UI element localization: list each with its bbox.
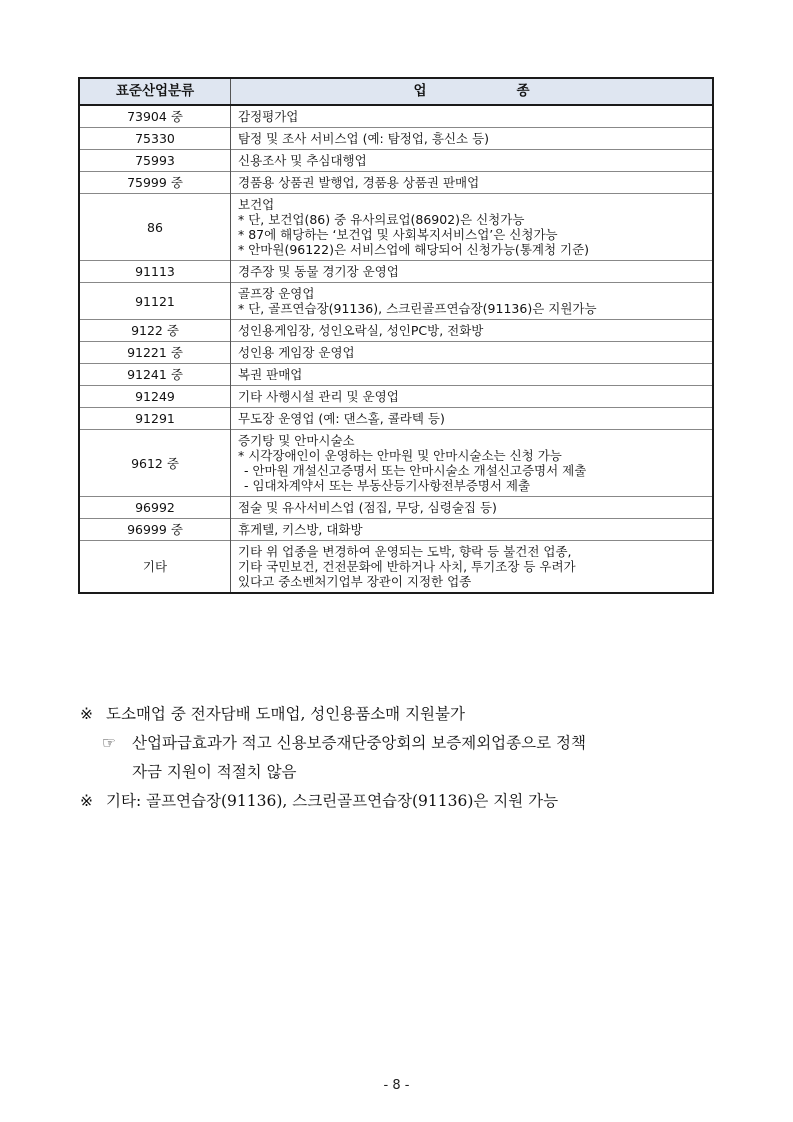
header-industry — [231, 78, 714, 105]
industry-description-cell — [231, 194, 714, 261]
industry-description-line: * 안마원(96122)은 서비스업에 해당되어 신청가능(통계청 기준) — [238, 242, 590, 257]
industry-code-cell: 91121 — [79, 283, 231, 320]
table-row — [79, 519, 713, 541]
industry-description-line: * 단, 골프연습장(91136), 스크린골프연습장(91136)은 지원가능 — [238, 301, 597, 316]
pointing-hand-icon: ☞ — [102, 734, 116, 752]
industry-code-cell: 기타 — [79, 541, 231, 594]
industry-code-cell: 9122 중 — [79, 320, 231, 342]
industry-description-line: 보건업 — [238, 197, 275, 212]
industry-description-cell — [231, 497, 714, 519]
table-row — [79, 364, 713, 386]
table-row — [79, 408, 713, 430]
industry-description-line: 성인용게임장, 성인오락실, 성인PC방, 전화방 — [238, 323, 484, 338]
industry-code-cell: 9612 중 — [79, 430, 231, 497]
industry-code-cell: 91291 — [79, 408, 231, 430]
table-row — [79, 128, 713, 150]
note-golf — [80, 787, 730, 816]
industry-description-line: 있다고 중소벤처기업부 장관이 지정한 업종 — [238, 574, 472, 589]
industry-description-line: 신용조사 및 추심대행업 — [238, 153, 367, 168]
industry-description-line: 기타 위 업종을 변경하여 운영되는 도박, 향락 등 불건전 업종, — [238, 544, 572, 559]
header-industry-left: 업 — [413, 83, 427, 99]
industry-code-cell: 91113 — [79, 261, 231, 283]
industry-code-cell: 96999 중 — [79, 519, 231, 541]
industry-description-cell — [231, 283, 714, 320]
header-industry-right: 종 — [516, 83, 530, 99]
table-row — [79, 283, 713, 320]
industry-description-line: 기타 국민보건, 건전문화에 반하거나 사치, 투기조장 등 우려가 — [238, 559, 576, 574]
industry-code-cell: 75330 — [79, 128, 231, 150]
restricted-industry-table — [78, 77, 714, 594]
industry-description-cell — [231, 128, 714, 150]
industry-description-line: 감정평가업 — [238, 109, 299, 124]
industry-description-line: 휴게텔, 키스방, 대화방 — [238, 522, 363, 537]
industry-code-cell: 96992 — [79, 497, 231, 519]
industry-description-cell — [231, 105, 714, 128]
table-row — [79, 150, 713, 172]
page-number: - 8 - — [383, 1078, 410, 1093]
industry-description-cell — [231, 408, 714, 430]
table-row — [79, 261, 713, 283]
industry-description-cell — [231, 541, 714, 594]
industry-code-cell: 91241 중 — [79, 364, 231, 386]
table-row — [79, 194, 713, 261]
reference-mark-icon: ※ — [80, 705, 93, 723]
note-golf-text: 기타: 골프연습장(91136), 스크린골프연습장(91136)은 지원 가능 — [106, 792, 559, 810]
note-wholesale-text: 도소매업 중 전자담배 도매업, 성인용품소매 지원불가 — [106, 705, 465, 723]
reference-mark-icon: ※ — [80, 792, 93, 810]
industry-description-cell — [231, 261, 714, 283]
table-row — [79, 386, 713, 408]
industry-description-cell — [231, 150, 714, 172]
industry-description-line: 경주장 및 동물 경기장 운영업 — [238, 264, 399, 279]
industry-description-cell — [231, 342, 714, 364]
header-code: 표준산업분류 — [79, 78, 231, 105]
table-row — [79, 172, 713, 194]
industry-description-cell — [231, 519, 714, 541]
table-row — [79, 541, 713, 594]
industry-code-cell: 73904 중 — [79, 105, 231, 128]
industry-description-line: 탐정 및 조사 서비스업 (예: 탐정업, 흥신소 등) — [238, 131, 490, 146]
note-wholesale — [80, 700, 730, 729]
industry-description-line: * 단, 보건업(86) 중 유사의료업(86902)은 신청가능 — [238, 212, 525, 227]
table-body — [79, 105, 713, 593]
industry-description-line: * 시각장애인이 운영하는 안마원 및 안마시술소는 신청 가능 — [238, 448, 562, 463]
industry-description-line: 점술 및 유사서비스업 (점집, 무당, 심령술집 등) — [238, 500, 497, 515]
table-header-row — [79, 78, 713, 105]
industry-code-cell: 75999 중 — [79, 172, 231, 194]
table-row — [79, 430, 713, 497]
table-row — [79, 320, 713, 342]
note-reason — [80, 729, 730, 758]
industry-description-line: 복권 판매업 — [238, 367, 303, 382]
industry-description-cell — [231, 430, 714, 497]
industry-description-cell — [231, 386, 714, 408]
industry-description-cell — [231, 172, 714, 194]
industry-description-cell — [231, 320, 714, 342]
industry-description-line: 기타 사행시설 관리 및 운영업 — [238, 389, 399, 404]
table-row — [79, 105, 713, 128]
industry-code-cell: 91249 — [79, 386, 231, 408]
table-row — [79, 497, 713, 519]
industry-code-cell: 86 — [79, 194, 231, 261]
industry-description-line: * 87에 해당하는 ‘보건업 및 사회복지서비스업’은 신청가능 — [238, 227, 558, 242]
industry-description-cell — [231, 364, 714, 386]
industry-code-cell: 91221 중 — [79, 342, 231, 364]
table-row — [79, 342, 713, 364]
industry-description-line: - 임대차계약서 또는 부동산등기사항전부증명서 제출 — [244, 478, 531, 493]
industry-description-line: 증기탕 및 안마시술소 — [238, 433, 355, 448]
industry-description-line: 골프장 운영업 — [238, 286, 315, 301]
note-reason-line2: 자금 지원이 적절치 않음 — [132, 763, 297, 781]
industry-code-cell: 75993 — [79, 150, 231, 172]
industry-description-line: 무도장 운영업 (예: 댄스홀, 콜라텍 등) — [238, 411, 445, 426]
industry-description-line: 경품용 상품권 발행업, 경품용 상품권 판매업 — [238, 175, 480, 190]
notes-section — [80, 700, 730, 816]
industry-description-line: 성인용 게임장 운영업 — [238, 345, 355, 360]
note-reason-line1: 산업파급효과가 적고 신용보증재단중앙회의 보증제외업종으로 정책 — [132, 734, 586, 752]
industry-description-line: - 안마원 개설신고증명서 또는 안마시술소 개설신고증명서 제출 — [244, 463, 587, 478]
